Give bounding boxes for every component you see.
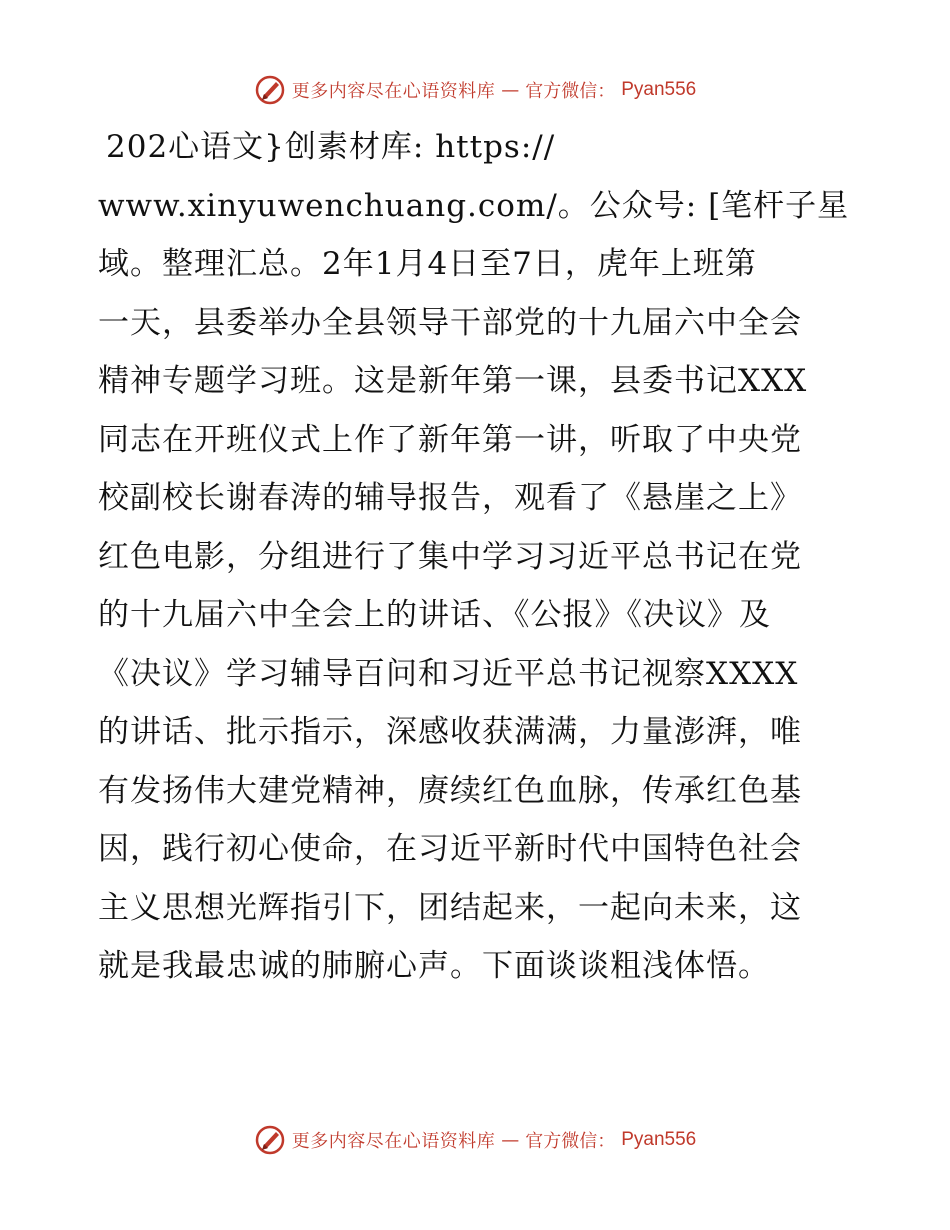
header-banner xyxy=(0,70,950,110)
body-line: 精神专题学习班。这是新年第一课，县委书记XXX xyxy=(98,363,808,399)
body-line: 《决议》学习辅导百问和习近平总书记视察XXXX xyxy=(98,655,799,692)
body-line: 一天，县委举办全县领导干部党的十九届六中全会 xyxy=(98,304,802,341)
header-wechat-id: Pyan556 xyxy=(621,79,697,100)
body-line: www.xinyuwenchuang.com/。公众号: [笔杆子星 xyxy=(98,187,850,224)
body-line: 的讲话、批示指示，深感收获满满，力量澎湃，唯 xyxy=(98,714,802,750)
header-wechat-label: 官方微信： xyxy=(525,81,616,102)
body-line: 因，践行初心使命，在习近平新时代中国特色社会 xyxy=(98,831,802,867)
body-line: 同志在开班仪式上作了新年第一讲，听取了中央党 xyxy=(98,421,802,458)
footer-wechat-label: 官方微信： xyxy=(525,1131,616,1152)
logo-icon xyxy=(254,1124,286,1156)
body-line: 红色电影，分组进行了集中学习习近平总书记在党 xyxy=(98,538,802,575)
footer-banner xyxy=(0,1120,950,1160)
footer-dash: — xyxy=(501,1129,520,1151)
body-line: 202心语文}创素材库: https:// xyxy=(106,129,556,165)
body-line: 就是我最忠诚的肺腑心声。下面谈谈粗浅体悟。 xyxy=(98,948,770,984)
body-line: 校副校长谢春涛的辅导报告，观看了《悬崖之上》 xyxy=(98,480,802,516)
body-line: 的十九届六中全会上的讲话、《公报》《决议》及 xyxy=(98,597,771,633)
body-line: 域。整理汇总。2年1月4日至7日，虎年上班第 xyxy=(98,246,757,282)
body-line: 有发扬伟大建党精神，赓续红色血脉，传承红色基 xyxy=(98,772,802,809)
footer-wechat-id: Pyan556 xyxy=(621,1129,697,1150)
logo-icon xyxy=(254,74,286,106)
body-line: 主义思想光辉指引下，团结起来，一起向未来，这 xyxy=(98,889,802,926)
header-slogan: 更多内容尽在心语资料库 xyxy=(291,81,496,102)
footer-slogan: 更多内容尽在心语资料库 xyxy=(291,1131,496,1152)
header-dash: — xyxy=(501,79,520,101)
document-body xyxy=(98,118,858,1018)
